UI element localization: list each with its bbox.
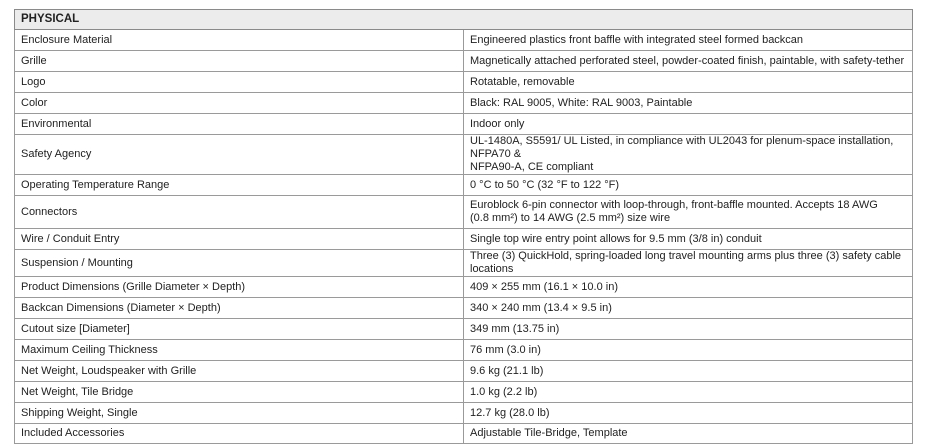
spec-value: Adjustable Tile-Bridge, Template (464, 424, 913, 444)
spec-label: Enclosure Material (15, 30, 464, 51)
table-row (15, 298, 913, 319)
spec-value (464, 135, 913, 175)
spec-value: Indoor only (464, 114, 913, 135)
spec-value: Black: RAL 9005, White: RAL 9003, Paintable (464, 93, 913, 114)
spec-value: Three (3) QuickHold, spring-loaded long travel mounting arms plus three (3) safety cable locations (464, 250, 913, 277)
spec-value: 9.6 kg (21.1 lb) (464, 361, 913, 382)
table-row (15, 114, 913, 135)
spec-value: 349 mm (13.75 in) (464, 319, 913, 340)
table-row (15, 30, 913, 51)
spec-value: 340 × 240 mm (13.4 × 9.5 in) (464, 298, 913, 319)
spec-label: Cutout size [Diameter] (15, 319, 464, 340)
spec-value-line: NFPA90-A, CE compliant (470, 161, 594, 173)
spec-value: 0 °C to 50 °C (32 °F to 122 °F) (464, 175, 913, 196)
spec-label: Suspension / Mounting (15, 250, 464, 277)
table-row (15, 361, 913, 382)
table-row (15, 51, 913, 72)
spec-value: 409 × 255 mm (16.1 × 10.0 in) (464, 277, 913, 298)
table-row (15, 93, 913, 114)
table-row (15, 382, 913, 403)
spec-label: Environmental (15, 114, 464, 135)
table-row (15, 319, 913, 340)
spec-label: Net Weight, Loudspeaker with Grille (15, 361, 464, 382)
spec-label: Net Weight, Tile Bridge (15, 382, 464, 403)
spec-value-line: (0.8 mm²) to 14 AWG (2.5 mm²) size wire (470, 212, 671, 224)
spec-label: Color (15, 93, 464, 114)
table-row (15, 229, 913, 250)
table-row (15, 175, 913, 196)
spec-value-line: UL-1480A, S5591/ UL Listed, in compliance with UL2043 for plenum-space installation, NFPA70 & (470, 135, 894, 160)
spec-label: Connectors (15, 196, 464, 229)
spec-value: 76 mm (3.0 in) (464, 340, 913, 361)
table-row (15, 196, 913, 229)
spec-value: 1.0 kg (2.2 lb) (464, 382, 913, 403)
spec-value (464, 196, 913, 229)
section-header-row (15, 10, 913, 30)
spec-value-line: Euroblock 6-pin connector with loop-through, front-baffle mounted. Accepts 18 AWG (470, 199, 878, 211)
spec-label: Maximum Ceiling Thickness (15, 340, 464, 361)
spec-label: Wire / Conduit Entry (15, 229, 464, 250)
spec-label: Product Dimensions (Grille Diameter × Depth) (15, 277, 464, 298)
spec-value: Single top wire entry point allows for 9.5 mm (3/8 in) conduit (464, 229, 913, 250)
physical-spec-table (14, 9, 913, 444)
spec-label: Shipping Weight, Single (15, 403, 464, 424)
spec-label: Backcan Dimensions (Diameter × Depth) (15, 298, 464, 319)
table-row (15, 424, 913, 444)
table-row (15, 340, 913, 361)
table-row (15, 277, 913, 298)
spec-label: Grille (15, 51, 464, 72)
spec-label: Safety Agency (15, 135, 464, 175)
table-row (15, 403, 913, 424)
spec-value: Engineered plastics front baffle with integrated steel formed backcan (464, 30, 913, 51)
section-title: PHYSICAL (15, 10, 913, 30)
spec-value: Magnetically attached perforated steel, powder-coated finish, paintable, with safety-tether (464, 51, 913, 72)
spec-label: Operating Temperature Range (15, 175, 464, 196)
spec-label: Included Accessories (15, 424, 464, 444)
spec-label: Logo (15, 72, 464, 93)
table-row (15, 72, 913, 93)
table-row (15, 250, 913, 277)
spec-value: 12.7 kg (28.0 lb) (464, 403, 913, 424)
spec-value: Rotatable, removable (464, 72, 913, 93)
table-row (15, 135, 913, 175)
